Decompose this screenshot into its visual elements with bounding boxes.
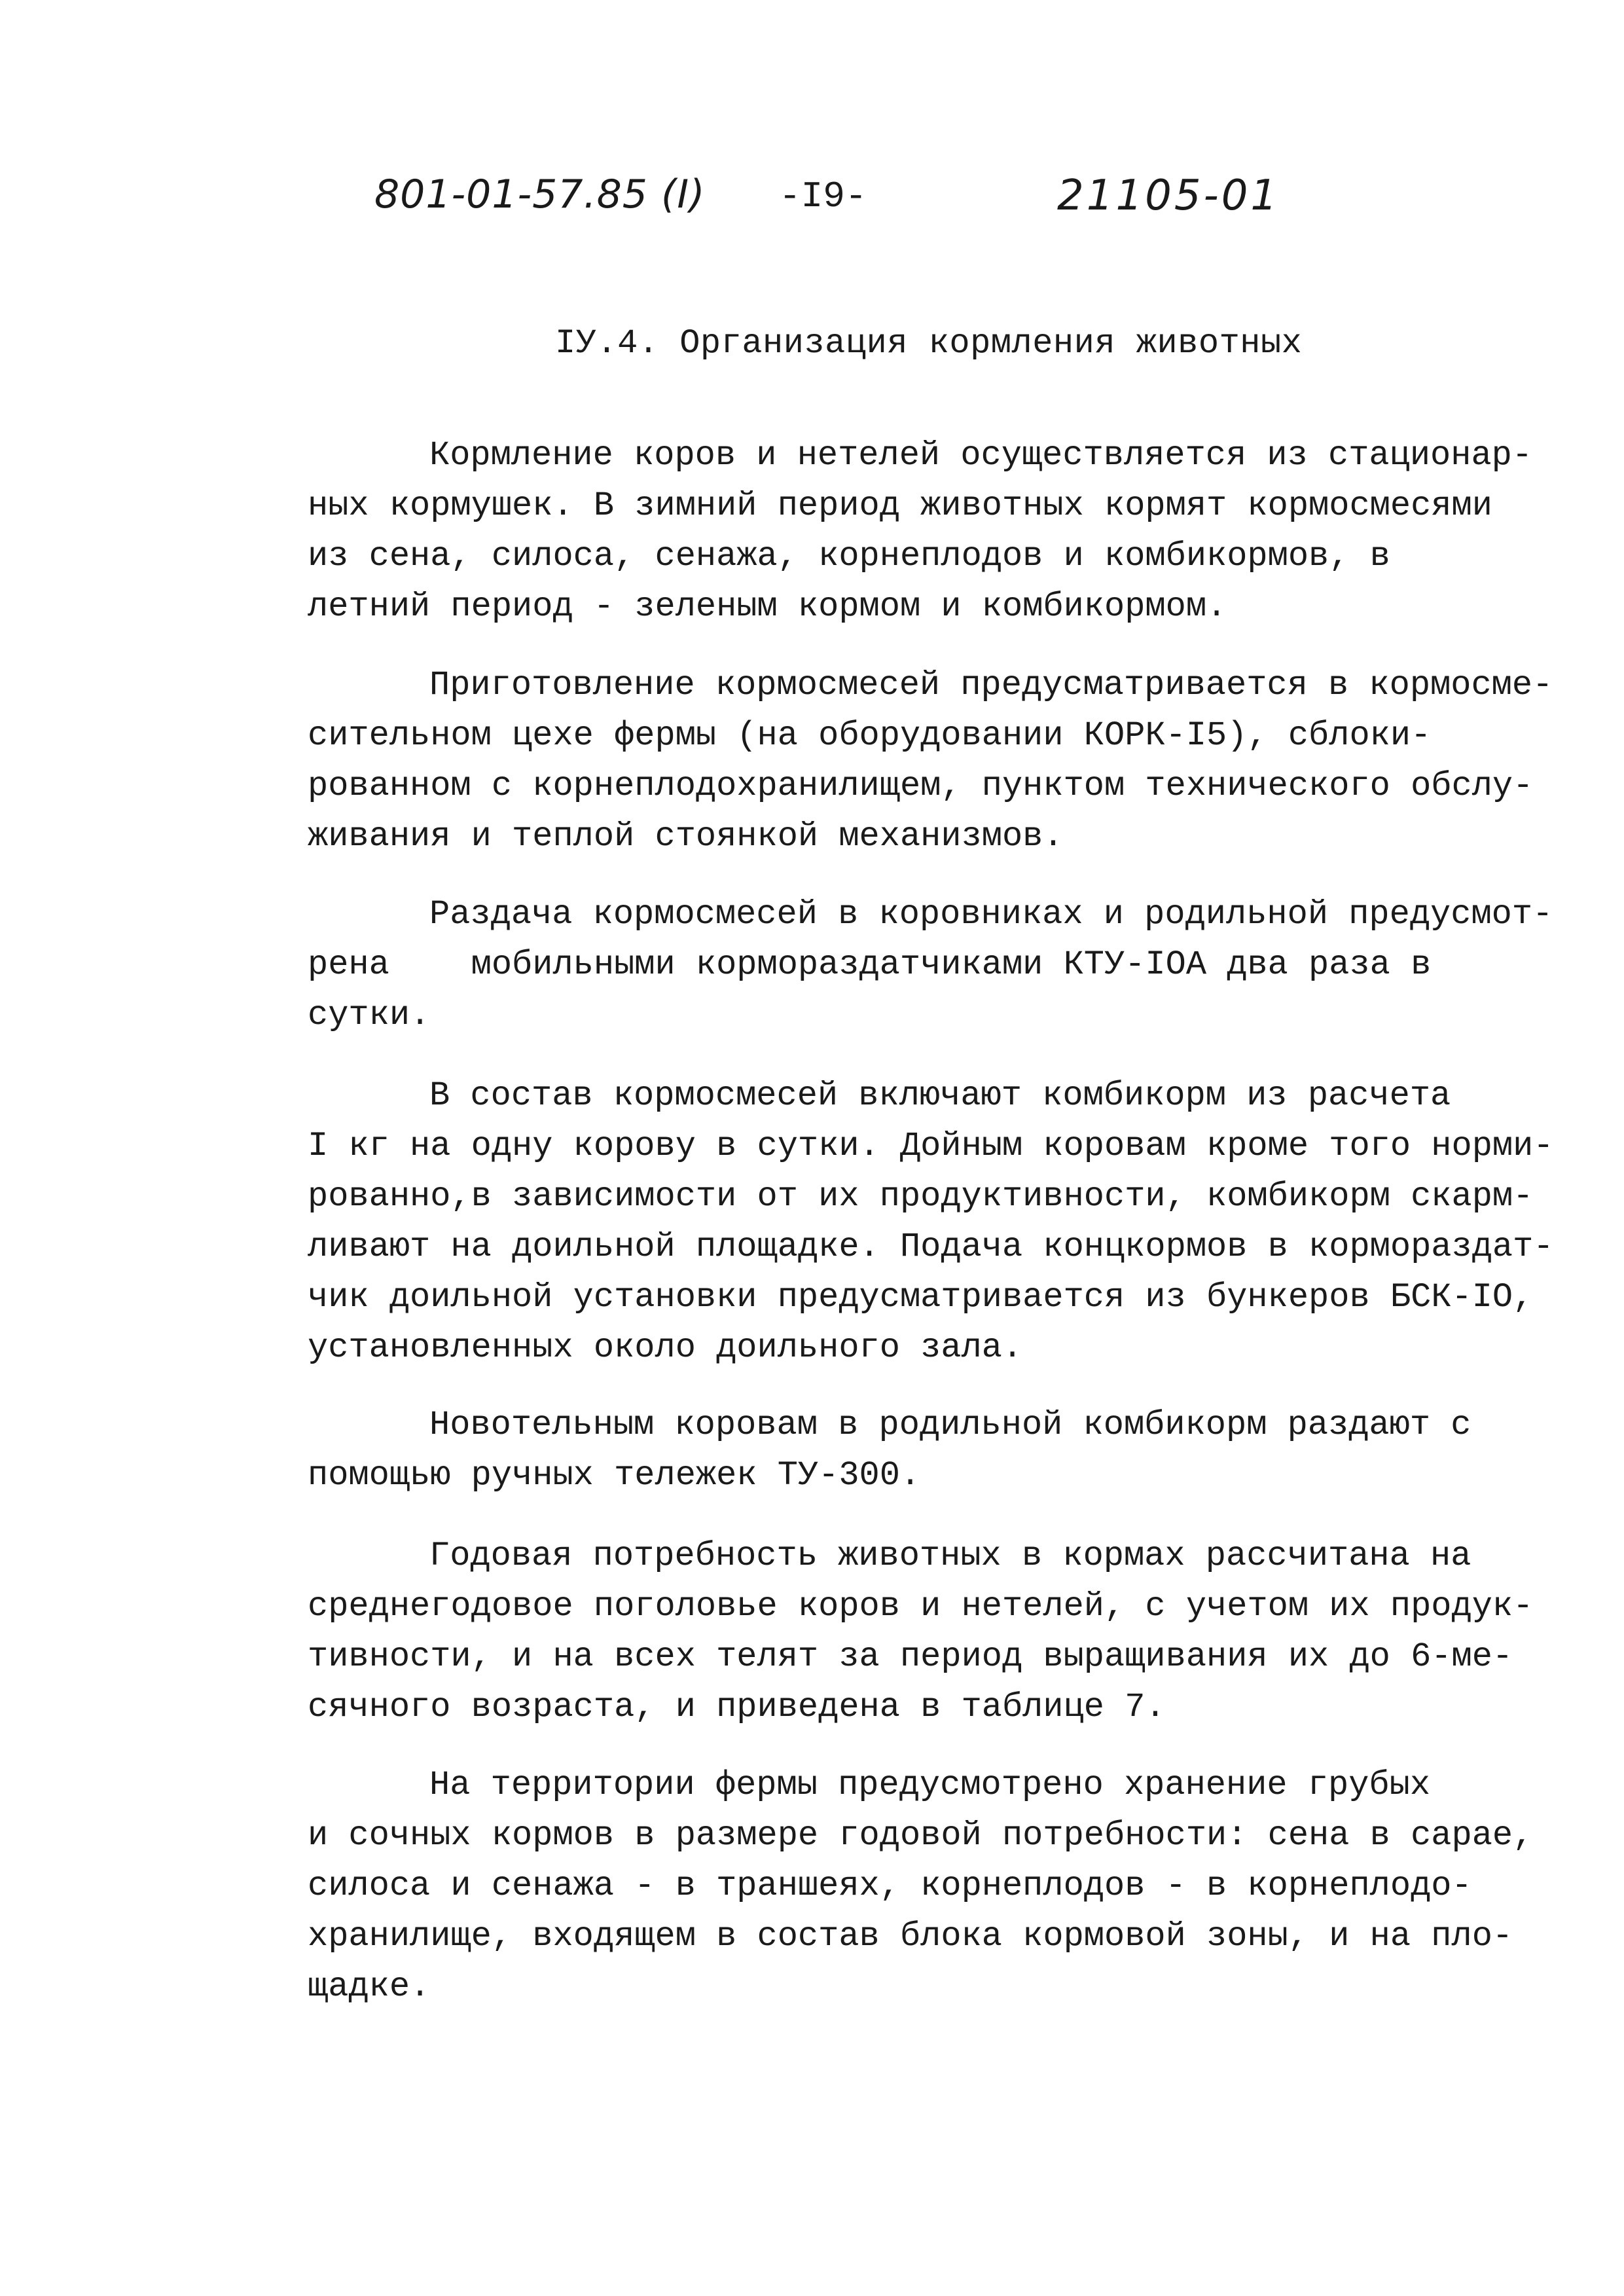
paragraph-line: и сочных кормов в размере годовой потребности: сена в сарае, xyxy=(308,1816,1534,1855)
paragraph-line: Кормление коров и нетелей осуществляется из стационар- xyxy=(429,436,1533,475)
page-number: -I9- xyxy=(779,175,867,217)
paragraph-line: сячного возраста, и приведена в таблице 7. xyxy=(308,1688,1166,1726)
paragraph xyxy=(308,1070,1554,1373)
paragraph-line: рованном с корнеплодохранилищем, пунктом технического обслу- xyxy=(308,767,1534,805)
paragraph xyxy=(308,889,1551,1040)
paragraph-line: хранилище, входящем в состав блока кормовой зоны, и на пло- xyxy=(308,1917,1513,1956)
paragraph-line: силоса и сенажа - в траншеях, корнеплодов - в корнеплодо- xyxy=(308,1867,1472,1905)
paragraph-line: тивности, и на всех телят за период выращивания их до 6-ме- xyxy=(308,1637,1513,1676)
paragraph-line: Новотельным коровам в родильной комбикорм раздают с xyxy=(429,1406,1471,1444)
paragraph-line: сительном цехе фермы (на оборудовании КОРК-I5), сблоки- xyxy=(308,716,1432,755)
paragraph xyxy=(308,660,1551,862)
paragraph-line: установленных около доильного зала. xyxy=(308,1328,1023,1367)
document-number: 801-01-57.85 (I) xyxy=(374,172,706,217)
section-title: IУ.4. Организация кормления животных xyxy=(555,324,1303,363)
paragraph-line: Годовая потребность животных в кормах рассчитана на xyxy=(429,1537,1471,1575)
paragraph-line: ливают на доильной площадке. Подача концкормов в кормораздат- xyxy=(308,1228,1554,1266)
paragraph-line: чик доильной установки предусматривается из бункеров БСК-IО, xyxy=(308,1278,1534,1317)
paragraph-line: из сена, силоса, сенажа, корнеплодов и комбикормов, в xyxy=(308,537,1390,575)
document-code: 21105-01 xyxy=(1057,172,1280,220)
paragraph-line: ных кормушек. В зимний период животных кормят кормосмесями xyxy=(308,486,1492,525)
paragraph-line: среднегодовое поголовье коров и нетелей, с учетом их продук- xyxy=(308,1587,1534,1626)
paragraph-line: живания и теплой стоянкой механизмов. xyxy=(308,817,1064,856)
paragraph-line: На территории фермы предусмотрено хранение грубых xyxy=(429,1766,1431,1804)
paragraph-line: I кг на одну корову в сутки. Дойным коровам кроме того норми- xyxy=(308,1127,1554,1165)
paragraph xyxy=(308,1531,1551,1732)
paragraph-line: сутки. xyxy=(308,996,431,1034)
paragraph-line: щадке. xyxy=(308,1967,431,2006)
paragraph-line: рованно,в зависимости от их продуктивности, комбикорм скарм- xyxy=(308,1177,1534,1216)
paragraph-line: Раздача кормосмесей в коровниках и родильной предусмот- xyxy=(429,895,1553,934)
paragraph-line: В состав кормосмесей включают комбикорм из расчета xyxy=(429,1076,1451,1115)
paragraph-line: рена мобильными кормораздатчиками КТУ-IОА два раза в xyxy=(308,945,1432,984)
paragraph xyxy=(308,430,1551,632)
paragraph xyxy=(308,1760,1551,2012)
paragraph xyxy=(308,1400,1551,1501)
paragraph-line: помощью ручных тележек ТУ-300. xyxy=(308,1456,921,1495)
paragraph-line: Приготовление кормосмесей предусматривается в кормосме- xyxy=(429,666,1553,704)
paragraph-line: летний период - зеленым кормом и комбикормом. xyxy=(308,587,1227,626)
